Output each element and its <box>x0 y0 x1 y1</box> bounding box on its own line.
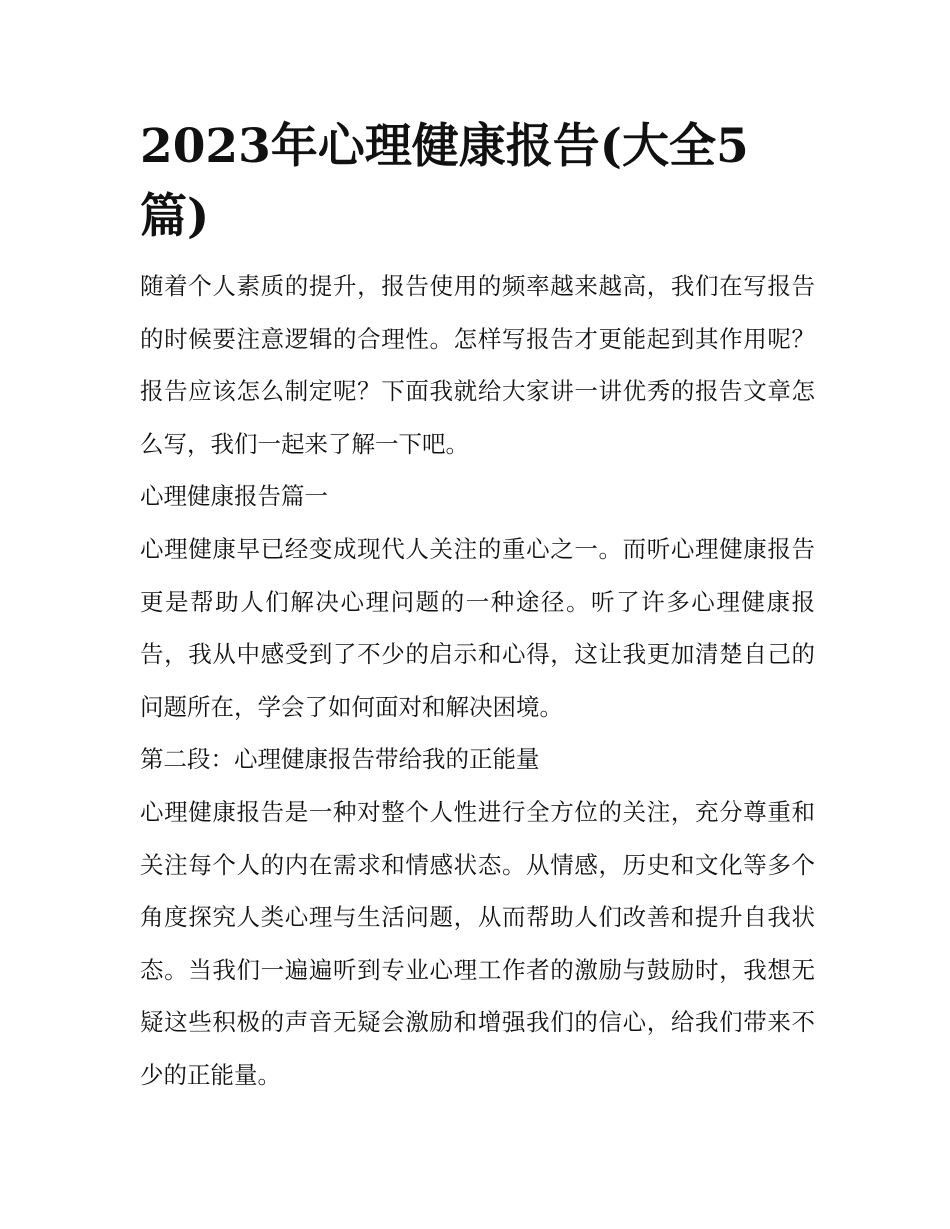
section-1-heading: 心理健康报告篇一 <box>140 482 328 511</box>
section-2-heading: 第二段：心理健康报告带给我的正能量 <box>140 745 540 774</box>
document-page <box>140 112 815 1102</box>
section-2-paragraph: 心理健康报告是一种对整个人性进行全方位的关注，充分尊重和关注每个人的内在需求和情感状态。从情感，历史和文化等多个角度探究人类心理与生活问题，从而帮助人们改善和提升自我状态。当我们一遍遍听到专业心理工作者的激励与鼓励时，我想无疑这些积极的声音无疑会激励和增强我们的信心，给我们带来不少的正能量。 <box>140 797 815 1089</box>
intro-paragraph: 随着个人素质的提升，报告使用的频率越来越高，我们在写报告的时候要注意逻辑的合理性。怎样写报告才更能起到其作用呢？报告应该怎么制定呢？下面我就给大家讲一讲优秀的报告文章怎么写，我们一起来了解一下吧。 <box>140 272 815 458</box>
section-1-paragraph: 心理健康早已经变成现代人关注的重心之一。而听心理健康报告更是帮助人们解决心理问题的一种途径。听了许多心理健康报告，我从中感受到了不少的启示和心得，这让我更加清楚自己的问题所在，学会了如何面对和解决困境。 <box>140 534 815 721</box>
document-title: 2023年心理健康报告(大全5篇) <box>140 119 749 244</box>
